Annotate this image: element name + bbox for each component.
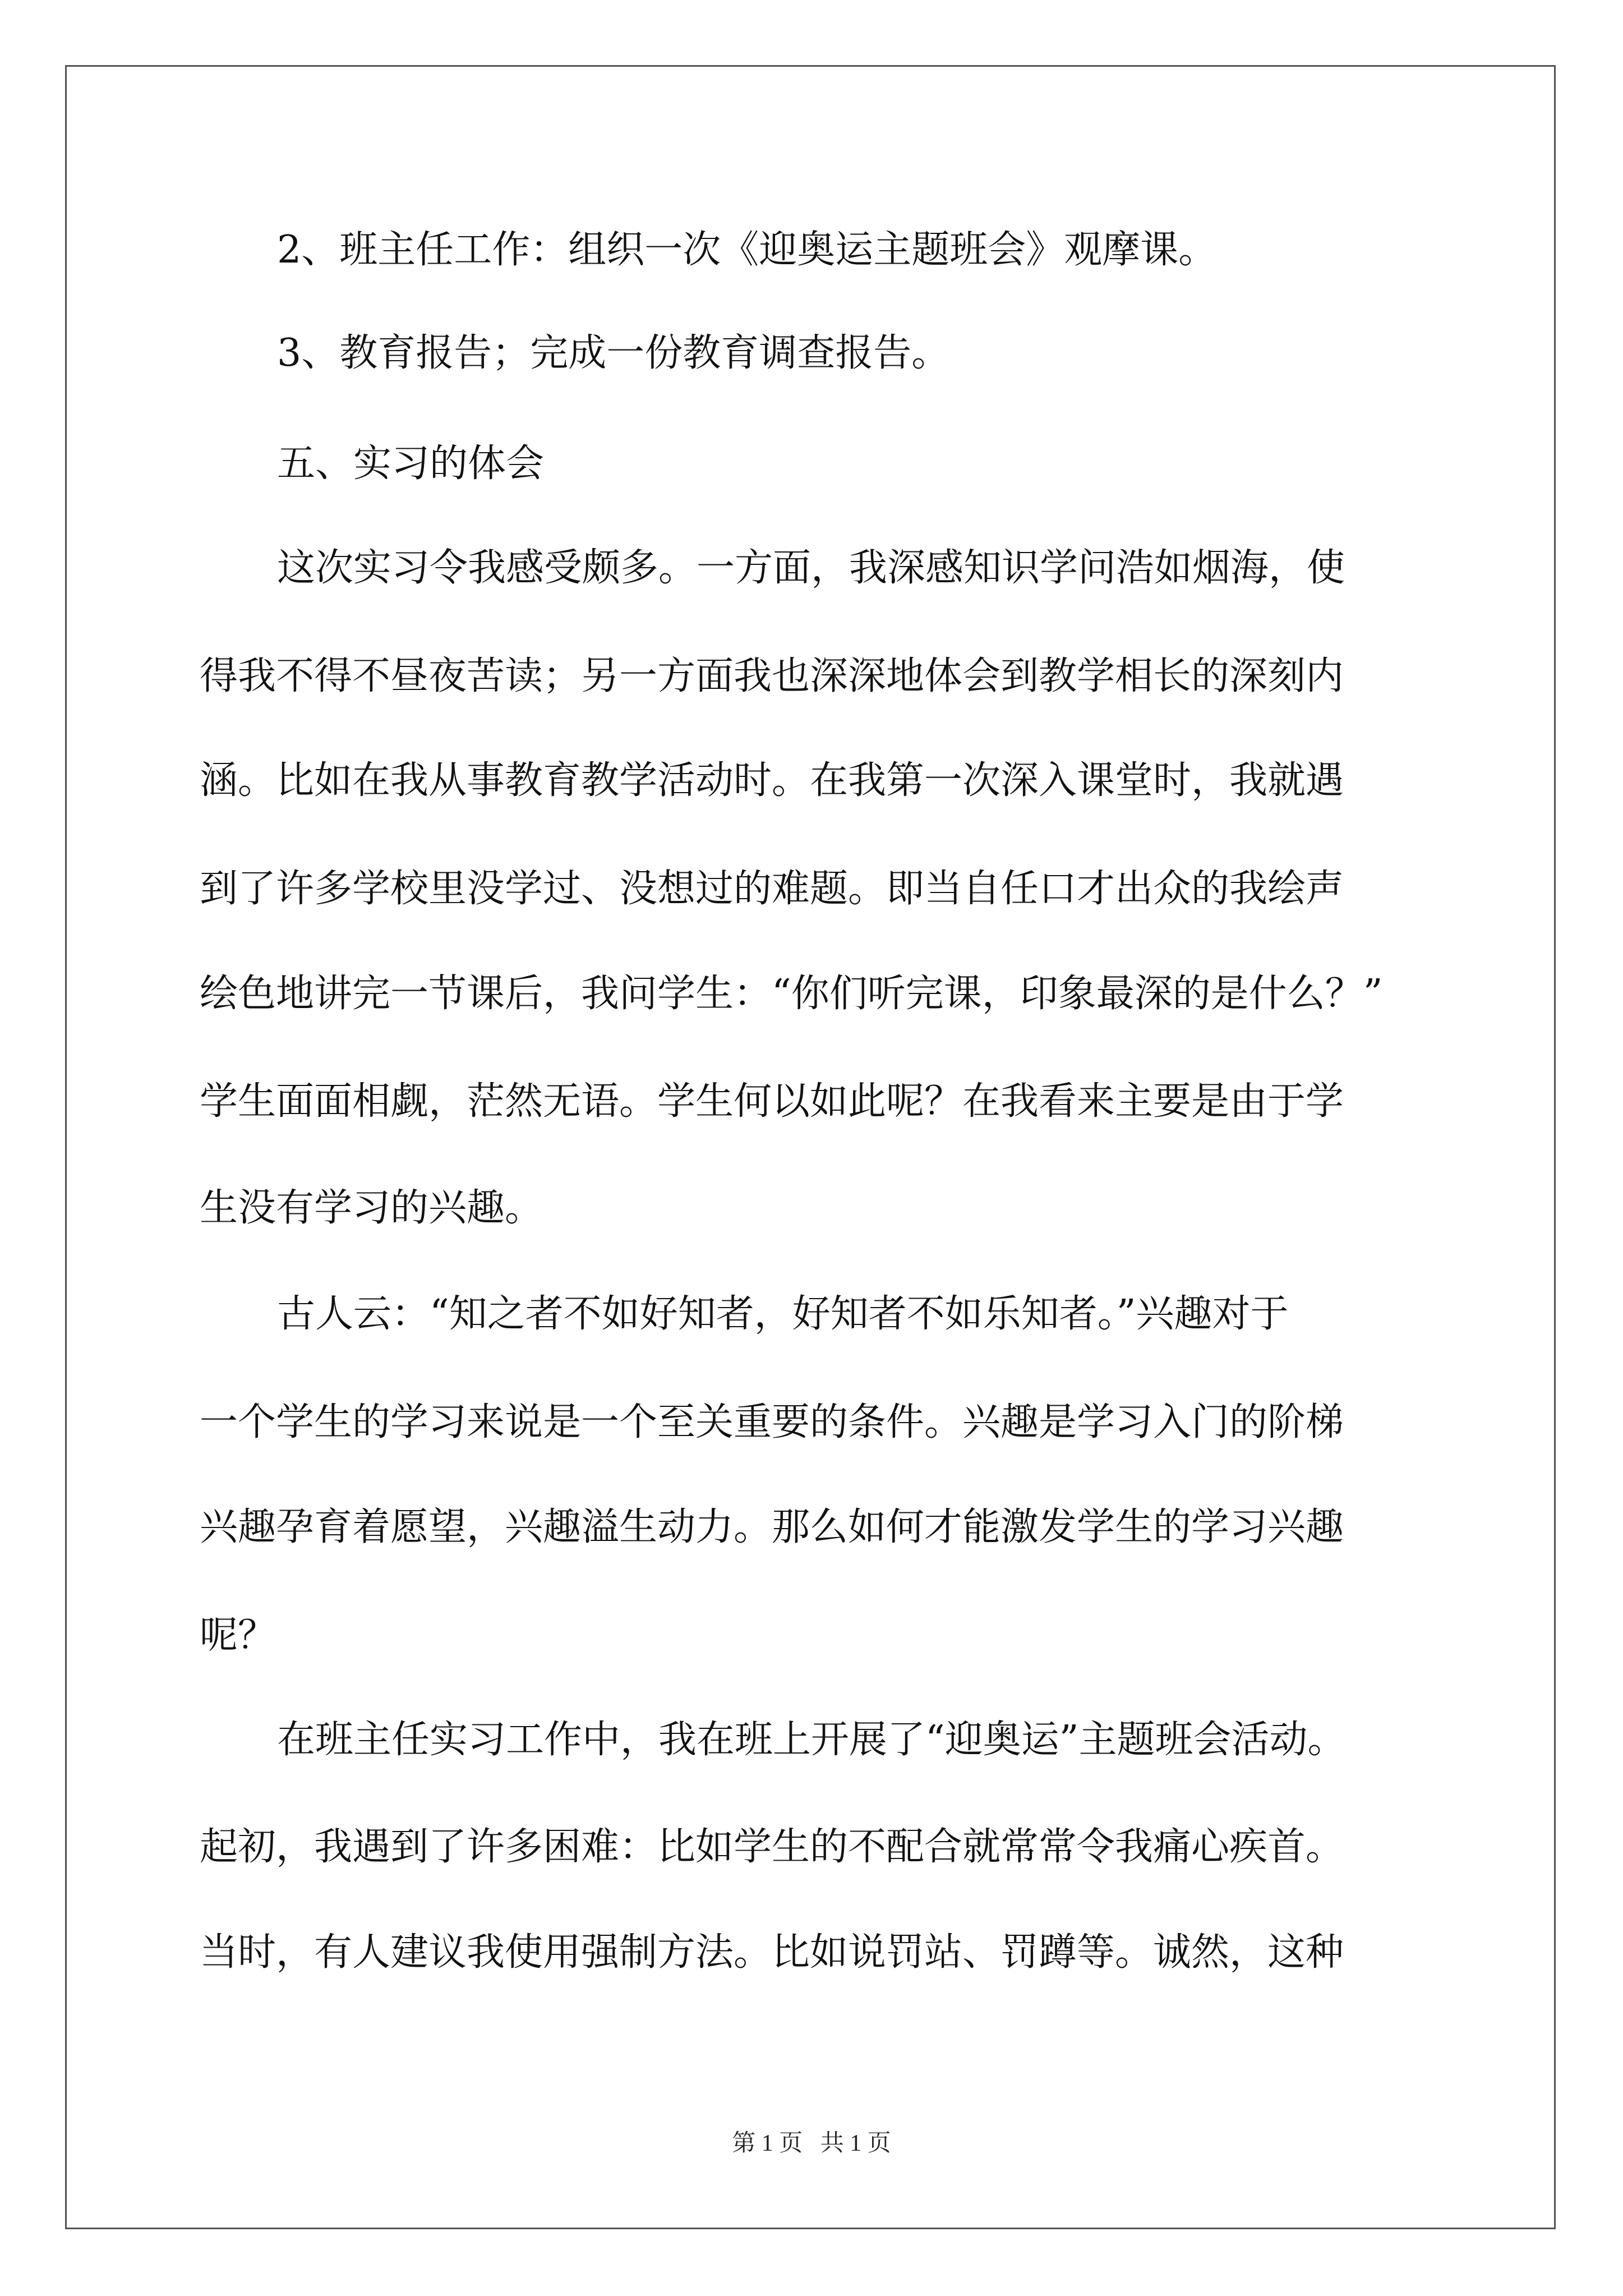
text-line-9: 学生面面相觑，茫然无语。学生何以如此呢？在我看来主要是由于学: [200, 1079, 1344, 1124]
text-line-6: 涵。比如在我从事教育教学活动时。在我第一次深入课堂时，我就遇: [200, 758, 1344, 803]
text-line-11: 古人云：“知之者不如好知者，好知者不如乐知者。”兴趣对于: [277, 1292, 1289, 1336]
text-line-10: 生没有学习的兴趣。: [200, 1186, 543, 1230]
text-line-15: 在班主任实习工作中，我在班上开展了“迎奥运”主题班会活动。: [277, 1718, 1346, 1762]
section-heading: 五、实习的体会: [277, 441, 545, 486]
text-line-4: 这次实习令我感受颇多。一方面，我深感知识学问浩如烟海，使: [277, 546, 1345, 590]
text-line-13: 兴趣孕育着愿望，兴趣溢生动力。那么如何才能激发学生的学习兴趣: [200, 1505, 1344, 1549]
page-footer: 第 1 页 共 1 页: [732, 2131, 891, 2156]
text-line-14: 呢？: [200, 1613, 276, 1658]
text-line-16: 起初，我遇到了许多困难：比如学生的不配合就常常令我痛心疾首。: [200, 1825, 1344, 1869]
text-line-17: 当时，有人建议我使用强制方法。比如说罚站、罚蹲等。诚然，这种: [200, 1930, 1344, 1975]
text-line-12: 一个学生的学习来说是一个至关重要的条件。兴趣是学习入门的阶梯: [200, 1400, 1344, 1444]
text-line-7: 到了许多学校里没学过、没想过的难题。即当自任口才出众的我绘声: [200, 867, 1344, 911]
text-line-8: 绘色地讲完一节课后，我问学生：“你们听完课，印象最深的是什么？”: [200, 972, 1383, 1016]
text-line-1: 2、班主任工作：组织一次《迎奥运主题班会》观摩课。: [277, 228, 1217, 272]
page-border: [65, 65, 1556, 2229]
text-line-5: 得我不得不昼夜苦读；另一方面我也深深地体会到教学相长的深刻内: [200, 654, 1344, 698]
text-line-2: 3、教育报告；完成一份教育调查报告。: [277, 331, 950, 375]
